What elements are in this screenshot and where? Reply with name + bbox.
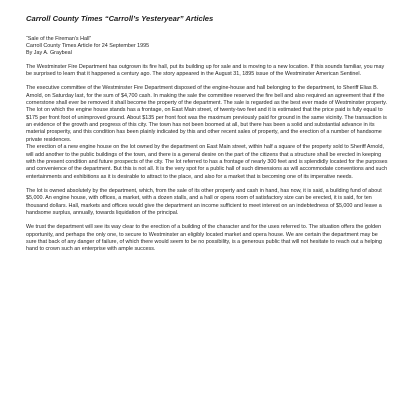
paragraph-opportunity: We trust the department will see its way clear to the erection of a building of the character and for the uses referred to. The situation offers the golden opportunity, and perhaps the only one, to secure to Westminster an eligibly located market and opera house. We are certain the department may be sure that back of any danger of failure, of which there would seem to be no possibility, is a generous public that will not hesitate to reach out a helping hand to crown such an enterprise with ample success. [26, 224, 382, 253]
article-header [26, 36, 388, 57]
paragraph-intro: The Westminster Fire Department has outgrown its fire hall, put its building up for sale and is moving to a new location. If this sounds familiar, you may be surprised to learn that it happened a century ago. The story appeared in the August 31, 1895 issue of the Westminster American Sentinel. [26, 63, 385, 78]
article-byline: By Jay A. Graybeal [26, 49, 72, 56]
document-title: Carroll County Times “Carroll’s Yesteryear” Articles [26, 14, 214, 23]
paragraph-sale: The executive committee of the Westminster Fire Department disposed of the engine-house and hall belonging to the department, to Sheriff Elias B. Arnold, on Saturday last, for the sum of $4,700 cash. In making the sale the committee reserved the fire bell and also required an agreement that if the cornerstone shall ever be removed it shall become the property of the department. The sale is regarded as the best ever made of Westminster property. The lot on which the engine house stands has a frontage, on East Main street, of twenty-two feet and it is estimated that the price paid is fully equal to $175 per front foot of unimproved ground. About $135 per front foot was the maximum previously paid for ground in the same vicinity. The transaction is an evidence of the growth and progress of this city. The town has not been boomed at all, but there has been a solid and substantial advance in its material prosperity, and this condition has been plainly indicated by this and other recent sales of property, and the erection of a number of handsome private residences. [26, 85, 388, 143]
paragraph-new-engine-house: The erection of a new engine house on the lot owned by the department on East Main street, within half a square of the property sold to Sheriff Arnold, will add another to the public buildings of the town, and there is a general desire on the part of the citizens that a structure shall be erected in keeping with the present condition and future prospects of the city. The lot referred to has a frontage of nearly 300 feet and is splendidly located for the purposes and convenience of the department. But this is not all. It is the very spot for a public hall of such dimensions as will accommodate conventions and such entertainments and exhibitions as it is desirable to attract to the place, and also for a market that is becoming one of its imperative needs. [26, 144, 388, 180]
paragraph-building-fund: The lot is owned absolutely by the department, which, from the sale of its other property and cash in hand, has now, it is said, a building fund of about $5,000. An engine house, with offices, a market, with a dozen stalls, and a hall or opera room of satisfactory size can be erected, it is said, for ten thousand dollars. Hall, markets and offices would give the department an income sufficient to meet interest on an indebtedness of $5,000 and leave a handsome surplus, annually, towards liquidation of the principal. [26, 187, 382, 216]
article-title: “Sale of the Fireman’s Hall” [26, 36, 92, 42]
article-source: Carroll County Times Article for 24 September 1995 [26, 42, 150, 49]
